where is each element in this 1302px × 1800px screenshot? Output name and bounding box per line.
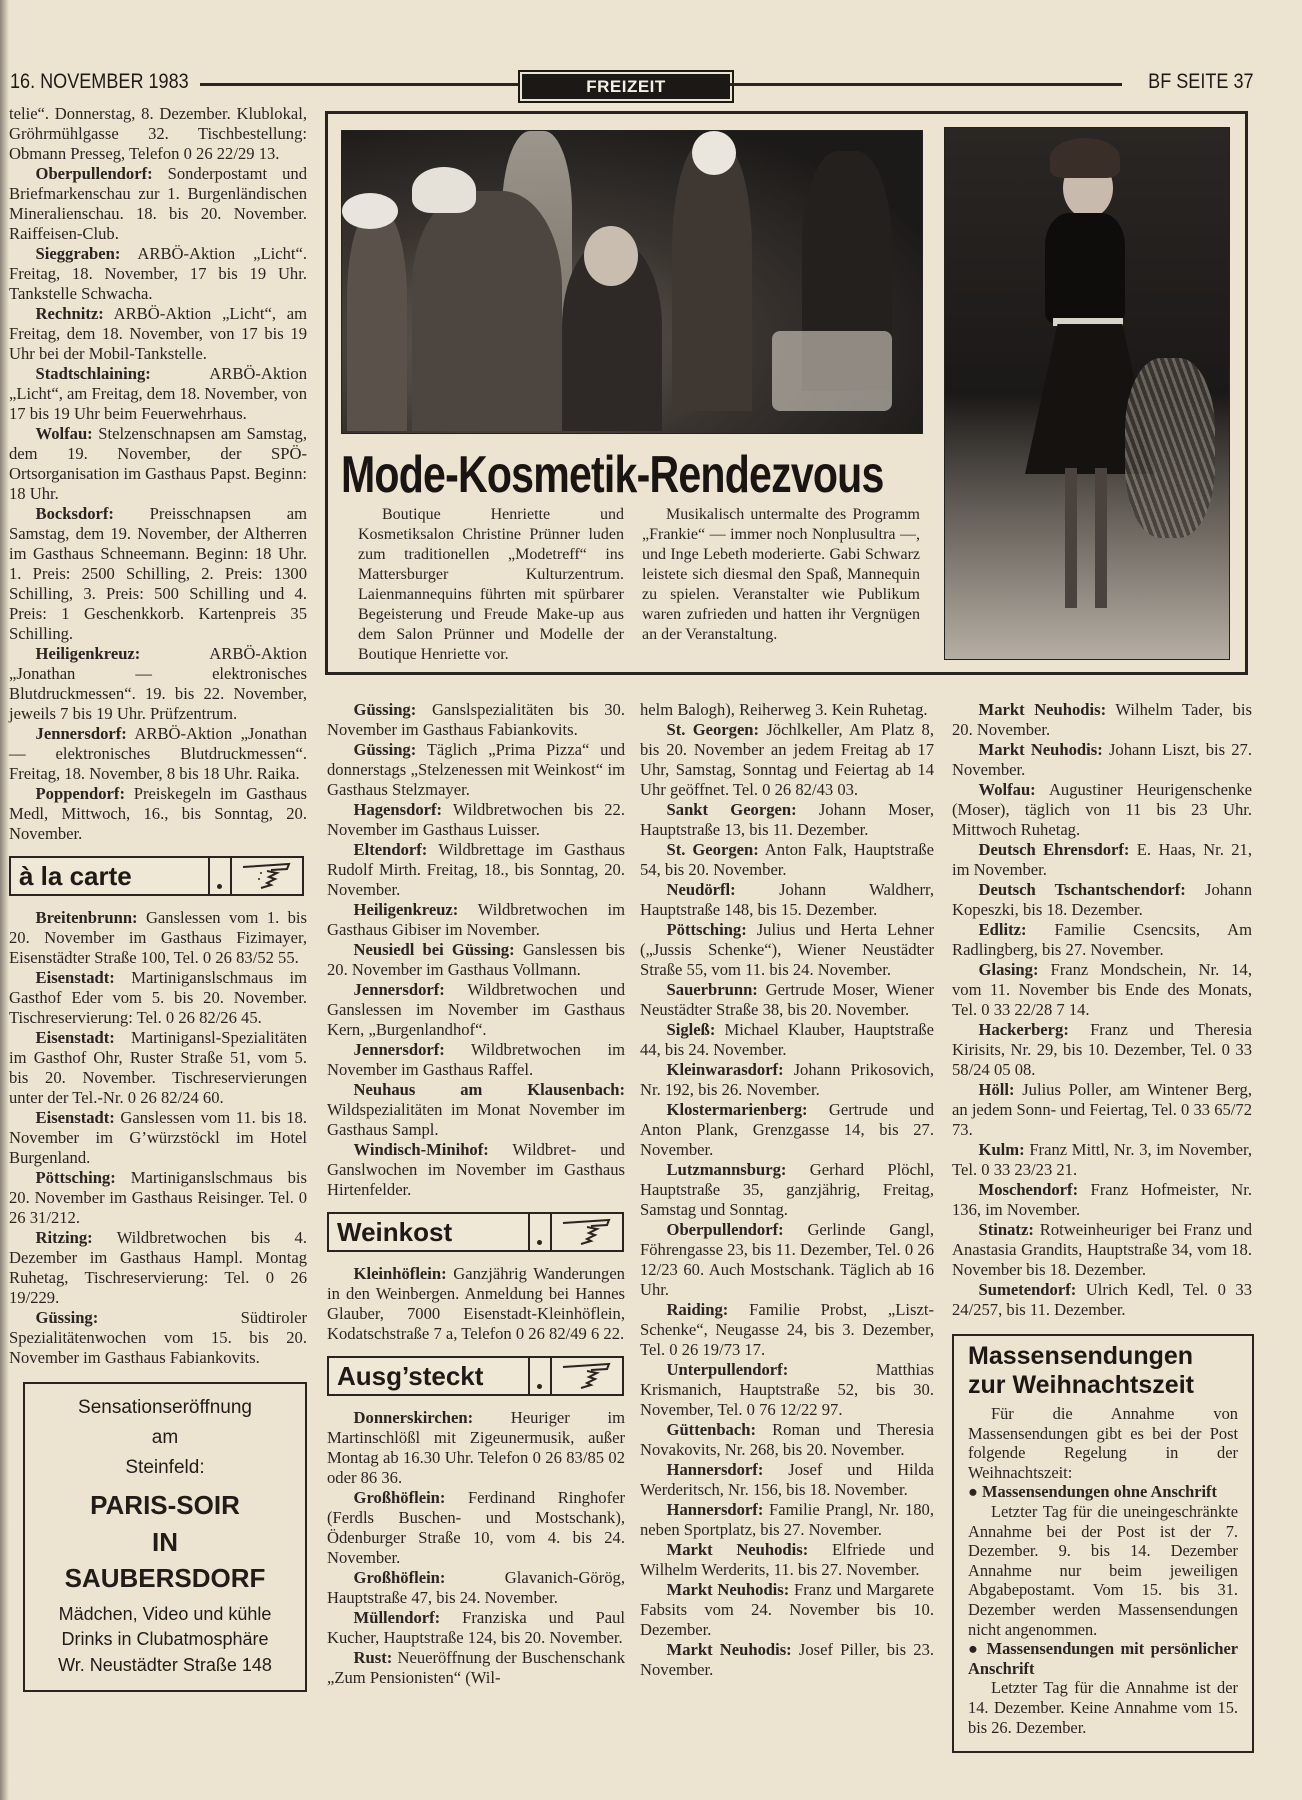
listing-entry <box>327 1140 625 1200</box>
listing-text: Jöchlkeller, Am Platz 8, bis 20. November an jedem Freitag ab 17 Uhr, Samstag, Sonntag und Feiertag ab 14 Uhr geöffnet. Tel. 0 26 82/43 03. <box>640 720 934 799</box>
listing-entry <box>640 920 934 980</box>
model-photo <box>944 127 1230 660</box>
listing-place: Rechnitz: <box>35 304 104 323</box>
listing-entry <box>327 1488 625 1568</box>
listing-place: Moschendorf: <box>978 1180 1079 1199</box>
ad-line-3: Steinfeld: <box>125 1456 205 1478</box>
ausgsteckt-title: Ausg’steckt <box>337 1361 484 1391</box>
header-rule-right <box>730 83 1122 86</box>
listing-text: Ganslessen vom 1. bis 20. November im Gasthaus Fizimayer, Eisenstädter Straße 100, Tel. 0 26 83/52 55. <box>9 908 307 967</box>
listing-entry <box>640 1580 934 1640</box>
listing-entry <box>952 1020 1252 1080</box>
listing-text: Johann Prikosovich, Nr. 192, bis 26. November. <box>640 1060 934 1099</box>
listing-entry <box>640 1640 934 1680</box>
notice-text-2: Letzter Tag für die Annahme ist der 14. Dezember. Keine Annahme vom 15. bis 26. Dezember. <box>968 1678 1238 1737</box>
listing-text: telie“. Donnerstag, 8. Dezember. Klublokal, Gröhrmühlgasse 32. Tischbestellung: Obmann Presseg, Telefon 0 26 22/29 13. <box>9 104 307 163</box>
listing-place: Neudörfl: <box>666 880 736 899</box>
page-column-4 <box>952 700 1254 1753</box>
listing-place: Oberpullendorf: <box>35 164 153 183</box>
listing-entry <box>327 740 625 800</box>
listing-text: Stelzenschnapsen am Samstag, dem 19. November, der SPÖ-Ortsorganisation im Gasthaus Papst. Beginn: 18 Uhr. <box>9 424 307 503</box>
listing-text: Franz Hofmeister, Nr. 136, im November. <box>952 1180 1252 1219</box>
listing-text: Martiniganslschmaus bis 20. November im Gasthaus Reisinger. Tel. 0 26 31/212. <box>9 1168 307 1227</box>
listing-text: Ganslessen bis 20. November im Gasthaus Vollmann. <box>327 940 625 979</box>
listing-entry <box>640 720 934 800</box>
listing-place: Jennersdorf: <box>35 724 127 743</box>
ad-venue-name: PARIS-SOIR <box>90 1490 240 1521</box>
listing-place: Hackerberg: <box>978 1020 1069 1039</box>
listing-text: Wildbretwochen im November im Gasthaus Raffel. <box>327 1040 625 1079</box>
ad-description-2: Drinks in Clubatmosphäre <box>61 1629 269 1650</box>
ad-description-1: Mädchen, Video und kühle <box>58 1603 272 1624</box>
notice-bullet-2: ● Massensendungen mit persönlicher Anschrift <box>968 1639 1238 1678</box>
listing-entry <box>9 1028 307 1108</box>
listing-place: Heiligenkreuz: <box>35 644 141 663</box>
listing-place: Müllendorf: <box>353 1608 441 1627</box>
notice-bullet-1-text: Massensendungen ohne Anschrift <box>982 1482 1217 1502</box>
listing-text: Südtiroler Spezialitätenwochen vom 15. bis 20. November im Gasthaus Fabiankovits. <box>9 1308 307 1367</box>
listing-place: Raiding: <box>666 1300 729 1319</box>
listing-text: Johann Liszt, bis 27. November. <box>952 740 1252 779</box>
listing-place: Edlitz: <box>978 920 1027 939</box>
listing-entry <box>9 968 307 1028</box>
listing-place: Jennersdorf: <box>353 980 445 999</box>
listing-entry <box>952 700 1252 740</box>
listing-place: Heiligenkreuz: <box>353 900 459 919</box>
listing-entry <box>640 1100 934 1160</box>
listing-place: Güttenbach: <box>666 1420 756 1439</box>
listing-place: St. Georgen: <box>666 840 759 859</box>
listing-place: Wolfau: <box>35 424 93 443</box>
listing-text: Wildbretwochen und Ganslessen im November im Gasthaus Kern, „Burgenlandhof“. <box>327 980 625 1039</box>
listing-place: Unterpullendorf: <box>666 1360 789 1379</box>
listing-entry <box>9 1308 307 1368</box>
listing-text: Wildbret- und Ganslwochen im November im Gasthaus Hirtenfelder. <box>327 1140 625 1199</box>
ad-line-2: am <box>151 1426 179 1448</box>
advertisement-paris-soir <box>23 1382 307 1692</box>
listing-entry <box>327 1408 625 1488</box>
a-la-carte-header <box>9 856 304 896</box>
listing-text: Franz und Margarete Fabsits vom 24. November bis 10. Dezember. <box>640 1580 935 1639</box>
listing-place: Oberpullendorf: <box>666 1220 784 1239</box>
listing-place: Breitenbrunn: <box>35 908 138 927</box>
listing-entry <box>327 1568 625 1608</box>
listing-text: Täglich „Prima Pizza“ und donnerstags „Stelzenessen mit Weinkost“ im Gasthaus Stelzmayer. <box>327 740 625 799</box>
listing-text: Johann Kopeszki, bis 18. Dezember. <box>952 880 1252 919</box>
listing-entry <box>9 244 307 304</box>
listing-place: Stadtschlaining: <box>35 364 151 383</box>
listing-entry <box>952 840 1252 880</box>
listing-entry <box>9 164 307 244</box>
listing-text: Julius Poller, am Wintener Berg, an jedem Sonn- und Feiertag, Tel. 0 33 65/72 73. <box>952 1080 1252 1139</box>
a-la-carte-title: à la carte <box>19 861 132 891</box>
listing-text: ARBÖ-Aktion „Licht“, am Freitag, dem 18. November, von 17 bis 19 Uhr bei der Mobil-Tankstelle. <box>9 304 307 363</box>
fashion-show-photo <box>341 130 923 434</box>
listing-place: Eisenstadt: <box>35 1028 115 1047</box>
ausgsteckt-column-3 <box>952 700 1252 1320</box>
notice-title <box>968 1342 1252 1400</box>
listing-entry <box>9 304 307 364</box>
listing-text: Wilhelm Tader, bis 20. November. <box>952 700 1252 739</box>
listing-text: Heuriger im Martinschlößl mit Zigeunermusik, außer Montag ab 16.30 Uhr. Telefon 0 26 83/85 02 oder 86 36. <box>327 1408 625 1487</box>
listing-text: Michael Klauber, Hauptstraße 44, bis 24. November. <box>640 1020 935 1059</box>
listing-text: Franz und Theresia Kirisits, Nr. 29, bis 10. Dezember, Tel. 0 33 58/24 05 08. <box>952 1020 1252 1079</box>
listing-entry <box>327 940 625 980</box>
christmas-mailing-notice <box>952 1334 1254 1753</box>
listing-text: Matthias Krismanich, Hauptstraße 52, bis 30. November, Tel. 0 76 12/22 97. <box>640 1360 934 1419</box>
pointing-hand-icon <box>552 1358 622 1394</box>
listing-entry <box>9 644 307 724</box>
listing-place: Kleinwarasdorf: <box>666 1060 784 1079</box>
listing-text: Gertrude Moser, Wiener Neustädter Straße 38, bis 20. November. <box>640 980 934 1019</box>
listing-entry <box>327 1040 625 1080</box>
listing-text: Martinigansl-Spezialitäten im Gasthof Ohr, Ruster Straße 51, vom 5. bis 20. November. Tischreservierungen unter der Tel.-Nr. 0 26 82/24 60. <box>9 1028 307 1107</box>
listing-place: Donnerskirchen: <box>353 1408 474 1427</box>
listing-place: Deutsch Tschantschendorf: <box>978 880 1186 899</box>
listing-place: Güssing: <box>35 1308 99 1327</box>
listing-entry <box>327 980 625 1040</box>
listing-text: helm Balogh), Reiherweg 3. Kein Ruhetag. <box>640 700 928 719</box>
listing-entry <box>640 1300 934 1360</box>
listing-text: Elfriede und Wilhelm Werderits, 11. bis 27. November. <box>640 1540 934 1579</box>
listing-entry <box>327 1080 625 1140</box>
a-la-carte-column <box>9 908 307 1368</box>
listing-place: Markt Neuhodis: <box>978 700 1107 719</box>
header-dot-divider <box>528 1358 552 1394</box>
listing-text: Wildspezialitäten im Monat November im Gasthaus Sampl. <box>327 1100 625 1139</box>
listing-text: Julius und Herta Lehner („Jussis Schenke“), Wiener Neustädter Straße 55, vom 11. bis 24. November. <box>640 920 934 979</box>
listing-entry <box>327 840 625 900</box>
listing-entry <box>640 1460 934 1500</box>
listing-place: Pöttsching: <box>666 920 747 939</box>
header-rule-left <box>200 83 518 86</box>
listing-place: Neusiedl bei Güssing: <box>353 940 515 959</box>
listing-entry <box>640 700 934 720</box>
listing-entry <box>640 1500 934 1540</box>
listing-entry <box>9 504 307 644</box>
listing-entry <box>952 920 1252 960</box>
listing-place: Sankt Georgen: <box>666 800 797 819</box>
listing-text: Anton Falk, Hauptstraße 54, bis 20. November. <box>640 840 935 879</box>
listing-text: ARBÖ-Aktion „Jonathan — elektronisches Blutdruckmessen“. Freitag, 18. November, 8 bis 18 Uhr. Raika. <box>9 724 307 783</box>
listing-text: Franz Mondschein, Nr. 14, vom 11. November bis Ende des Monats, Tel. 0 33 22/28 7 14. <box>952 960 1252 1019</box>
listing-place: Markt Neuhodis: <box>666 1640 792 1659</box>
listing-entry <box>640 880 934 920</box>
listing-entry <box>9 784 307 844</box>
listing-place: Pöttsching: <box>35 1168 116 1187</box>
listing-text: Wildbrettage im Gasthaus Rudolf Mirth. Freitag, 18., bis Sonntag, 20. November. <box>327 840 625 899</box>
notice-bullet-1: ● Massensendungen ohne Anschrift <box>968 1482 1217 1502</box>
header-dot-divider <box>208 858 232 894</box>
listing-text: Familie Csencsits, Am Radlingberg, bis 27. November. <box>952 920 1252 959</box>
listing-entry <box>952 780 1252 840</box>
listing-entry <box>9 424 307 504</box>
listing-place: Markt Neuhodis: <box>666 1540 809 1559</box>
ausgsteckt-column-1 <box>327 1408 625 1688</box>
notice-title-line-2: zur Weihnachtszeit <box>968 1371 1194 1399</box>
pointing-hand-icon <box>552 1214 622 1250</box>
listing-text: Wildbretwochen bis 4. Dezember im Gasthaus Hampl. Montag Ruhetag, Tischreservierung: Tel. 0 26 19/229. <box>9 1228 307 1307</box>
listing-text: Franz Mittl, Nr. 3, im November, Tel. 0 33 23/23 21. <box>952 1140 1252 1179</box>
listing-entry <box>640 840 934 880</box>
ausgsteckt-header <box>327 1356 624 1396</box>
listing-entry <box>640 1160 934 1220</box>
ausgsteckt-column-2 <box>640 700 934 1680</box>
listing-place: Rust: <box>353 1648 393 1667</box>
listing-place: Sieggraben: <box>35 244 121 263</box>
listing-place: Kleinhöflein: <box>353 1264 447 1283</box>
section-label: FREIZEIT <box>586 76 666 96</box>
listing-place: Neuhaus am Klausenbach: <box>353 1080 625 1099</box>
listing-text: Rotweinheuriger bei Franz und Anastasia Grandits, Hauptstraße 34, vom 18. November bis 18. Dezember. <box>952 1220 1252 1279</box>
listing-entry <box>952 1180 1252 1220</box>
listing-place: St. Georgen: <box>666 720 760 739</box>
weinkost-header <box>327 1212 624 1252</box>
listing-entry <box>640 1540 934 1580</box>
listing-place: Wolfau: <box>978 780 1036 799</box>
listing-entry <box>640 1360 934 1420</box>
listing-text: ARBÖ-Aktion „Licht“, am Freitag, dem 18. November, von 17 bis 19 Uhr beim Feuerwehrhaus. <box>9 364 307 423</box>
feature-text-column-2 <box>642 505 920 645</box>
listing-place: Sumetendorf: <box>978 1280 1077 1299</box>
ad-venue-in: IN <box>152 1526 178 1557</box>
weinkost-title: Weinkost <box>337 1217 453 1247</box>
listing-entry <box>952 1080 1252 1140</box>
listing-text: Ganzjährig Wanderungen in den Weinbergen. Anmeldung bei Hannes Glauber, 7000 Eisenstadt-Kleinhöflein, Kodatschstraße 7 a, Telefon 0 26 82/49 6 22. <box>327 1264 625 1343</box>
listing-text: Sonderpostamt und Briefmarkenschau zur 1. Burgenländischen Mineralienschau. 18. bis 20. November. Raiffeisen-Club. <box>9 164 307 243</box>
listing-entry <box>952 1140 1252 1180</box>
listing-text: E. Haas, Nr. 21, im November. <box>952 840 1252 879</box>
notice-text-1: Letzter Tag für die uneingeschränkte Annahme bei der Post ist der 7. Dezember. 9. bis 14. Dezember Annahme nur beim jeweiligen Abgabepostamt. Vom 15. bis 31. Dezember werden Massensendungen nicht angenommen. <box>968 1501 1238 1639</box>
listing-entry <box>640 1060 934 1100</box>
page-column-3 <box>640 700 934 1680</box>
listing-text: ARBÖ-Aktion „Jonathan — elektronisches Blutdruckmessen“. 19. bis 22. November, jeweils 7 bis 19 Uhr. Prüfzentrum. <box>9 644 307 723</box>
listing-text: Gertrude und Anton Plank, Grenzgasse 14, bis 27. November. <box>640 1100 934 1159</box>
listing-entry <box>327 700 625 740</box>
listing-place: Glasing: <box>978 960 1039 979</box>
listing-text: Ganslessen vom 11. bis 18. November im G’würzstöckl im Hotel Burgenland. <box>9 1108 308 1167</box>
listing-place: Hannersdorf: <box>666 1460 764 1479</box>
listing-entry <box>9 104 307 164</box>
listing-place: Markt Neuhodis: <box>978 740 1103 759</box>
listing-entry <box>952 880 1252 920</box>
listing-place: Kulm: <box>978 1140 1025 1159</box>
listing-place: Ritzing: <box>35 1228 93 1247</box>
listing-entry <box>327 1608 625 1648</box>
listing-text: Franziska und Paul Kucher, Hauptstraße 124, bis 20. November. <box>327 1608 625 1647</box>
issue-date: 16. NOVEMBER 1983 <box>10 70 189 93</box>
weinkost-column <box>327 1264 625 1344</box>
listing-place: Eltendorf: <box>353 840 428 859</box>
listing-text: Ferdinand Ringhofer (Ferdls Buschen- und Mostschank), Ödenburger Straße 10, vom 4. bis 24. November. <box>327 1488 625 1567</box>
listing-entry <box>9 1108 307 1168</box>
listing-entry <box>640 1220 934 1300</box>
listing-text: Preiskegeln im Gasthaus Medl, Mittwoch, 16., bis Sonntag, 20. November. <box>9 784 307 843</box>
a-la-carte-continued-column <box>327 700 625 1200</box>
listing-entry <box>327 1648 625 1688</box>
scan-edge-shadow <box>0 0 9 1800</box>
listing-text: Preisschnapsen am Samstag, dem 19. November, der Altherren im Gasthaus Schneemann. Beginn: 18 Uhr. 1. Preis: 2500 Schilling, 2. Preis: 1300 Schilling, 3. Preis: 500 Schilling und 4. Preis: 1 Geschenkkorb. Kartenpreis 35 Schilling. <box>9 504 307 643</box>
listing-text: Neueröffnung der Buschenschank „Zum Pensionisten“ (Wil- <box>327 1648 626 1687</box>
listing-place: Lutzmannsburg: <box>666 1160 787 1179</box>
listing-place: Eisenstadt: <box>35 968 115 987</box>
listing-entry <box>9 1228 307 1308</box>
listing-text: Gerhard Plöchl, Hauptstraße 35, ganzjährig, Freitag, Samstag und Sonntag. <box>640 1160 934 1219</box>
notice-bullet-2-text: Massensendungen mit persönlicher Anschrift <box>968 1639 1238 1678</box>
listing-entry <box>327 1264 625 1344</box>
listing-place: Güssing: <box>353 700 417 719</box>
section-label-box <box>518 70 734 103</box>
listing-text: Wildbretwochen im Gasthaus Gibiser im November. <box>327 900 625 939</box>
ad-venue-town: SAUBERSDORF <box>64 1563 266 1594</box>
listing-entry <box>952 1220 1252 1280</box>
listing-place: Sigleß: <box>666 1020 716 1039</box>
page-column-1 <box>9 104 307 1692</box>
listing-text: Augustiner Heurigenschenke (Moser), täglich von 11 bis 23 Uhr. Mittwoch Ruhetag. <box>952 780 1252 839</box>
listing-text: Glavanich-Görög, Hauptstraße 47, bis 24. November. <box>327 1568 625 1607</box>
listing-text: Wildbretwochen bis 22. November im Gasthaus Luisser. <box>327 800 625 839</box>
listing-text: Josef und Hilda Werderitsch, Nr. 156, bis 18. November. <box>640 1460 934 1499</box>
notice-title-line-1: Massensendungen <box>968 1342 1194 1370</box>
listing-text: ARBÖ-Aktion „Licht“. Freitag, 18. November, 17 bis 19 Uhr. Tankstelle Schwacha. <box>9 244 307 303</box>
listing-entry <box>640 800 934 840</box>
listing-text: Roman und Theresia Novakovits, Nr. 268, bis 20. November. <box>640 1420 934 1459</box>
listing-text: Ulrich Kedl, Tel. 0 33 24/257, bis 11. Dezember. <box>952 1280 1252 1319</box>
ad-line-1: Sensationseröffnung <box>78 1397 252 1418</box>
listing-entry <box>327 900 625 940</box>
listing-place: Höll: <box>978 1080 1015 1099</box>
listing-entry <box>640 1420 934 1460</box>
listing-entry <box>327 800 625 840</box>
ad-address: Wr. Neustädter Straße 148 <box>58 1654 272 1675</box>
listing-entry <box>9 364 307 424</box>
listing-entry <box>952 740 1252 780</box>
listing-place: Sauerbrunn: <box>666 980 758 999</box>
listing-place: Hagensdorf: <box>353 800 443 819</box>
listing-place: Klostermarienberg: <box>666 1100 808 1119</box>
listing-text: Josef Piller, bis 23. November. <box>640 1640 935 1679</box>
listing-entry <box>952 1280 1252 1320</box>
listing-place: Bocksdorf: <box>35 504 114 523</box>
listing-entry <box>640 1020 934 1060</box>
page-number: BF SEITE 37 <box>1148 70 1254 93</box>
listing-text: Johann Waldherr, Hauptstraße 148, bis 15. Dezember. <box>640 880 934 919</box>
notice-intro: Für die Annahme von Massensendungen gibt es bei der Post folgende Regelung in der Weihnachtszeit: <box>968 1404 1238 1482</box>
feature-paragraph: Musikalisch untermalte des Programm „Frankie“ — immer noch Nonplusultra —, und Inge Lebeth moderierte. Gabi Schwarz leistete sich diesmal den Spaß, Mannequin zu spielen. Veranstalter wie Publikum waren zufrieden und hatten ihr Vergnügen an der Veranstaltung. <box>642 506 920 643</box>
feature-text-column-1 <box>358 505 624 665</box>
listing-text: Gerlinde Gangl, Föhrengasse 23, bis 11. Dezember, Tel. 0 26 12/23 60. Auch Mostschank. Täglich ab 16 Uhr. <box>640 1220 934 1299</box>
listing-place: Großhöflein: <box>353 1568 446 1587</box>
listing-entry <box>952 960 1252 1020</box>
listing-place: Markt Neuhodis: <box>666 1580 790 1599</box>
listing-place: Güssing: <box>353 740 417 759</box>
listing-text: Ganslspezialitäten bis 30. November im Gasthaus Fabiankovits. <box>327 700 626 739</box>
listing-place: Poppendorf: <box>35 784 125 803</box>
listing-place: Stinatz: <box>978 1220 1034 1239</box>
feature-headline: Mode-Kosmetik-Rendezvous <box>341 446 884 504</box>
listing-entry <box>9 724 307 784</box>
listing-place: Windisch-Minihof: <box>353 1140 489 1159</box>
listing-place: Deutsch Ehrensdorf: <box>978 840 1130 859</box>
listing-place: Großhöflein: <box>353 1488 446 1507</box>
listing-entry <box>640 980 934 1020</box>
listing-place: Jennersdorf: <box>353 1040 445 1059</box>
listing-text: Johann Moser, Hauptstraße 13, bis 11. Dezember. <box>640 800 934 839</box>
listing-entry <box>9 1168 307 1228</box>
listing-text: Familie Probst, „Liszt-Schenke“, Neugasse 24, bis 3. Dezember, Tel. 0 26 19/73 17. <box>640 1300 934 1359</box>
page-column-2 <box>327 700 625 1688</box>
feature-paragraph: Boutique Henriette und Kosmetiksalon Christine Prünner luden zum traditionellen „Modetreff“ ins Mattersburger Kulturzentrum. Laienmannequins führten mit spürbarer Begeisterung und Freude Make-up aus dem Salon Prünner und Modelle der Boutique Henriette vor. <box>358 506 624 663</box>
events-column <box>9 104 307 844</box>
listing-text: Martiniganslschmaus im Gasthof Eder vom 5. bis 20. November. Tischreservierung: Tel. 0 26 82/26 45. <box>9 968 307 1027</box>
header-dot-divider <box>528 1214 552 1250</box>
listing-text: Familie Prangl, Nr. 180, neben Sportplatz, bis 27. November. <box>640 1500 934 1539</box>
listing-place: Eisenstadt: <box>35 1108 115 1127</box>
listing-place: Hannersdorf: <box>666 1500 764 1519</box>
pointing-hand-icon <box>232 858 302 894</box>
listing-entry <box>9 908 307 968</box>
